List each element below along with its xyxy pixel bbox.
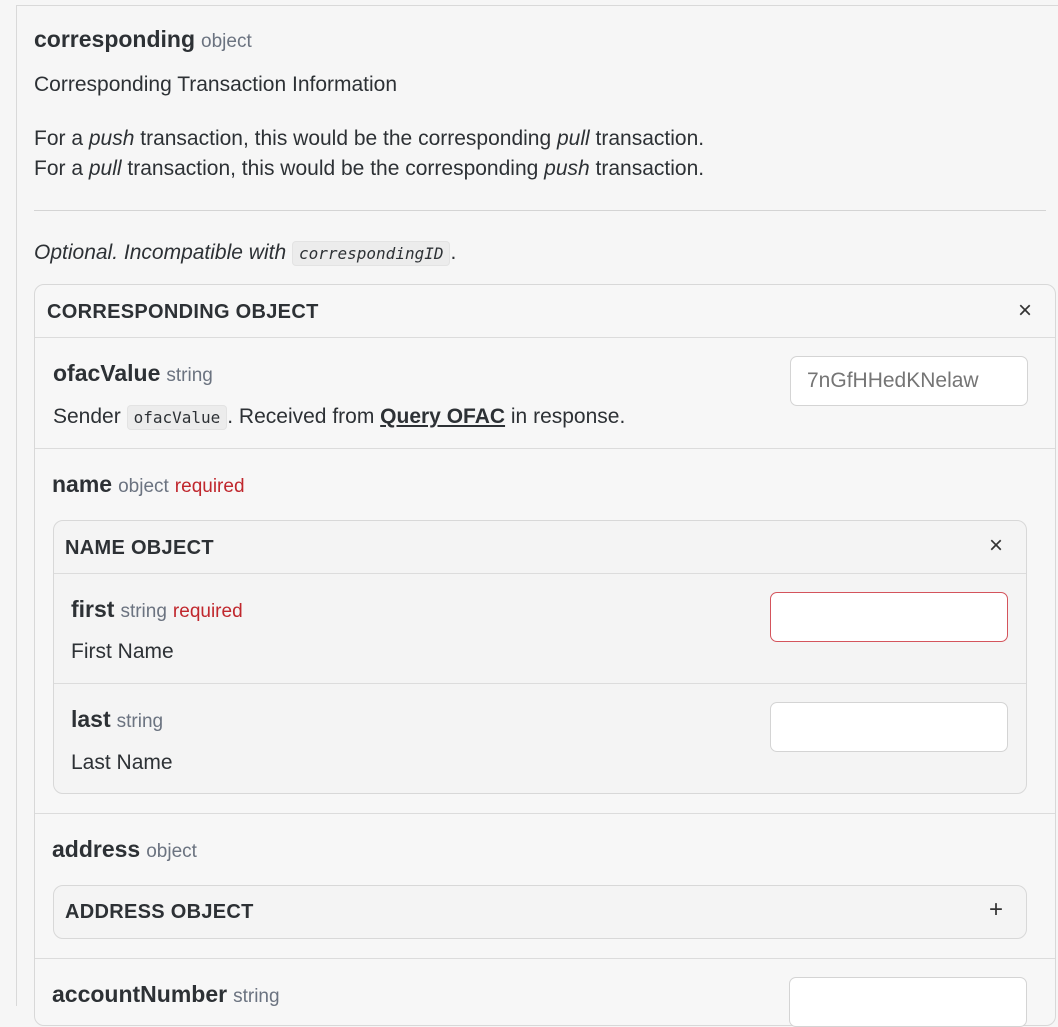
push-description [34, 124, 704, 154]
field-type: string [233, 986, 280, 1007]
query-ofac-link[interactable]: Query OFAC [380, 405, 506, 428]
pull-description [34, 154, 704, 184]
text: transaction, this would be the corresponding [121, 157, 545, 180]
field-name: name [52, 471, 113, 497]
corresponding-title: Corresponding Transaction Information [34, 73, 398, 96]
panel-divider [54, 573, 1026, 574]
text: For a [34, 157, 89, 180]
text: . [450, 241, 457, 264]
account-number-field-header [52, 981, 280, 1008]
text: For a [34, 127, 89, 150]
first-field-header [71, 596, 243, 623]
ofac-value-row [36, 338, 1054, 448]
close-icon[interactable]: × [1017, 297, 1032, 324]
field-type: string [120, 601, 167, 622]
field-name: corresponding [34, 26, 196, 52]
field-name: address [52, 836, 141, 862]
panel-title: NAME OBJECT [65, 537, 214, 559]
text: Optional. Incompatible with [34, 241, 287, 264]
text: . Received from [227, 405, 375, 428]
row-divider [35, 813, 1055, 814]
address-field-header [52, 836, 197, 863]
account-number-input[interactable] [789, 977, 1027, 1027]
plus-icon[interactable]: + [988, 896, 1003, 923]
ofac-value-description [53, 402, 625, 433]
field-name: last [71, 706, 111, 732]
code-corresponding-id: correspondingID [292, 241, 451, 266]
row-divider [35, 448, 1055, 449]
field-type: object [118, 476, 169, 497]
close-icon[interactable]: × [988, 532, 1003, 559]
required-label: required [174, 476, 245, 497]
panel-title: ADDRESS OBJECT [65, 901, 254, 923]
corresponding-header [34, 26, 252, 53]
emphasis: push [544, 157, 590, 180]
address-object-panel[interactable] [53, 885, 1027, 939]
row-divider [54, 683, 1026, 684]
text: transaction, this would be the corresponding [134, 127, 557, 150]
last-field-header [71, 706, 163, 733]
last-name-input[interactable] [770, 702, 1008, 752]
divider [34, 210, 1046, 211]
first-field-description: First Name [71, 640, 174, 663]
row-divider [35, 958, 1055, 959]
field-name: first [71, 596, 115, 622]
text: Sender [53, 405, 121, 428]
emphasis: push [88, 127, 135, 150]
field-type: object [201, 31, 252, 52]
field-type: string [166, 365, 213, 386]
code-ofac-value: ofacValue [127, 405, 228, 430]
first-name-input[interactable] [770, 592, 1008, 642]
name-object-panel [53, 520, 1027, 794]
ofac-value-header [53, 360, 213, 387]
field-type: object [146, 841, 197, 862]
corresponding-section [16, 5, 1058, 1006]
text: transaction. [589, 127, 705, 150]
optional-note [34, 238, 456, 269]
field-type: string [116, 711, 164, 732]
text: transaction. [589, 157, 705, 180]
required-label: required [172, 601, 243, 622]
field-name: accountNumber [52, 981, 228, 1007]
name-field-header [52, 471, 245, 498]
corresponding-object-panel [34, 284, 1056, 1026]
ofac-value-input[interactable] [790, 356, 1028, 406]
emphasis: pull [557, 127, 590, 150]
panel-title: CORRESPONDING OBJECT [47, 301, 319, 323]
last-field-description: Last Name [71, 751, 173, 774]
emphasis: pull [88, 157, 122, 180]
text: in response. [510, 405, 626, 428]
field-name: ofacValue [53, 360, 161, 386]
